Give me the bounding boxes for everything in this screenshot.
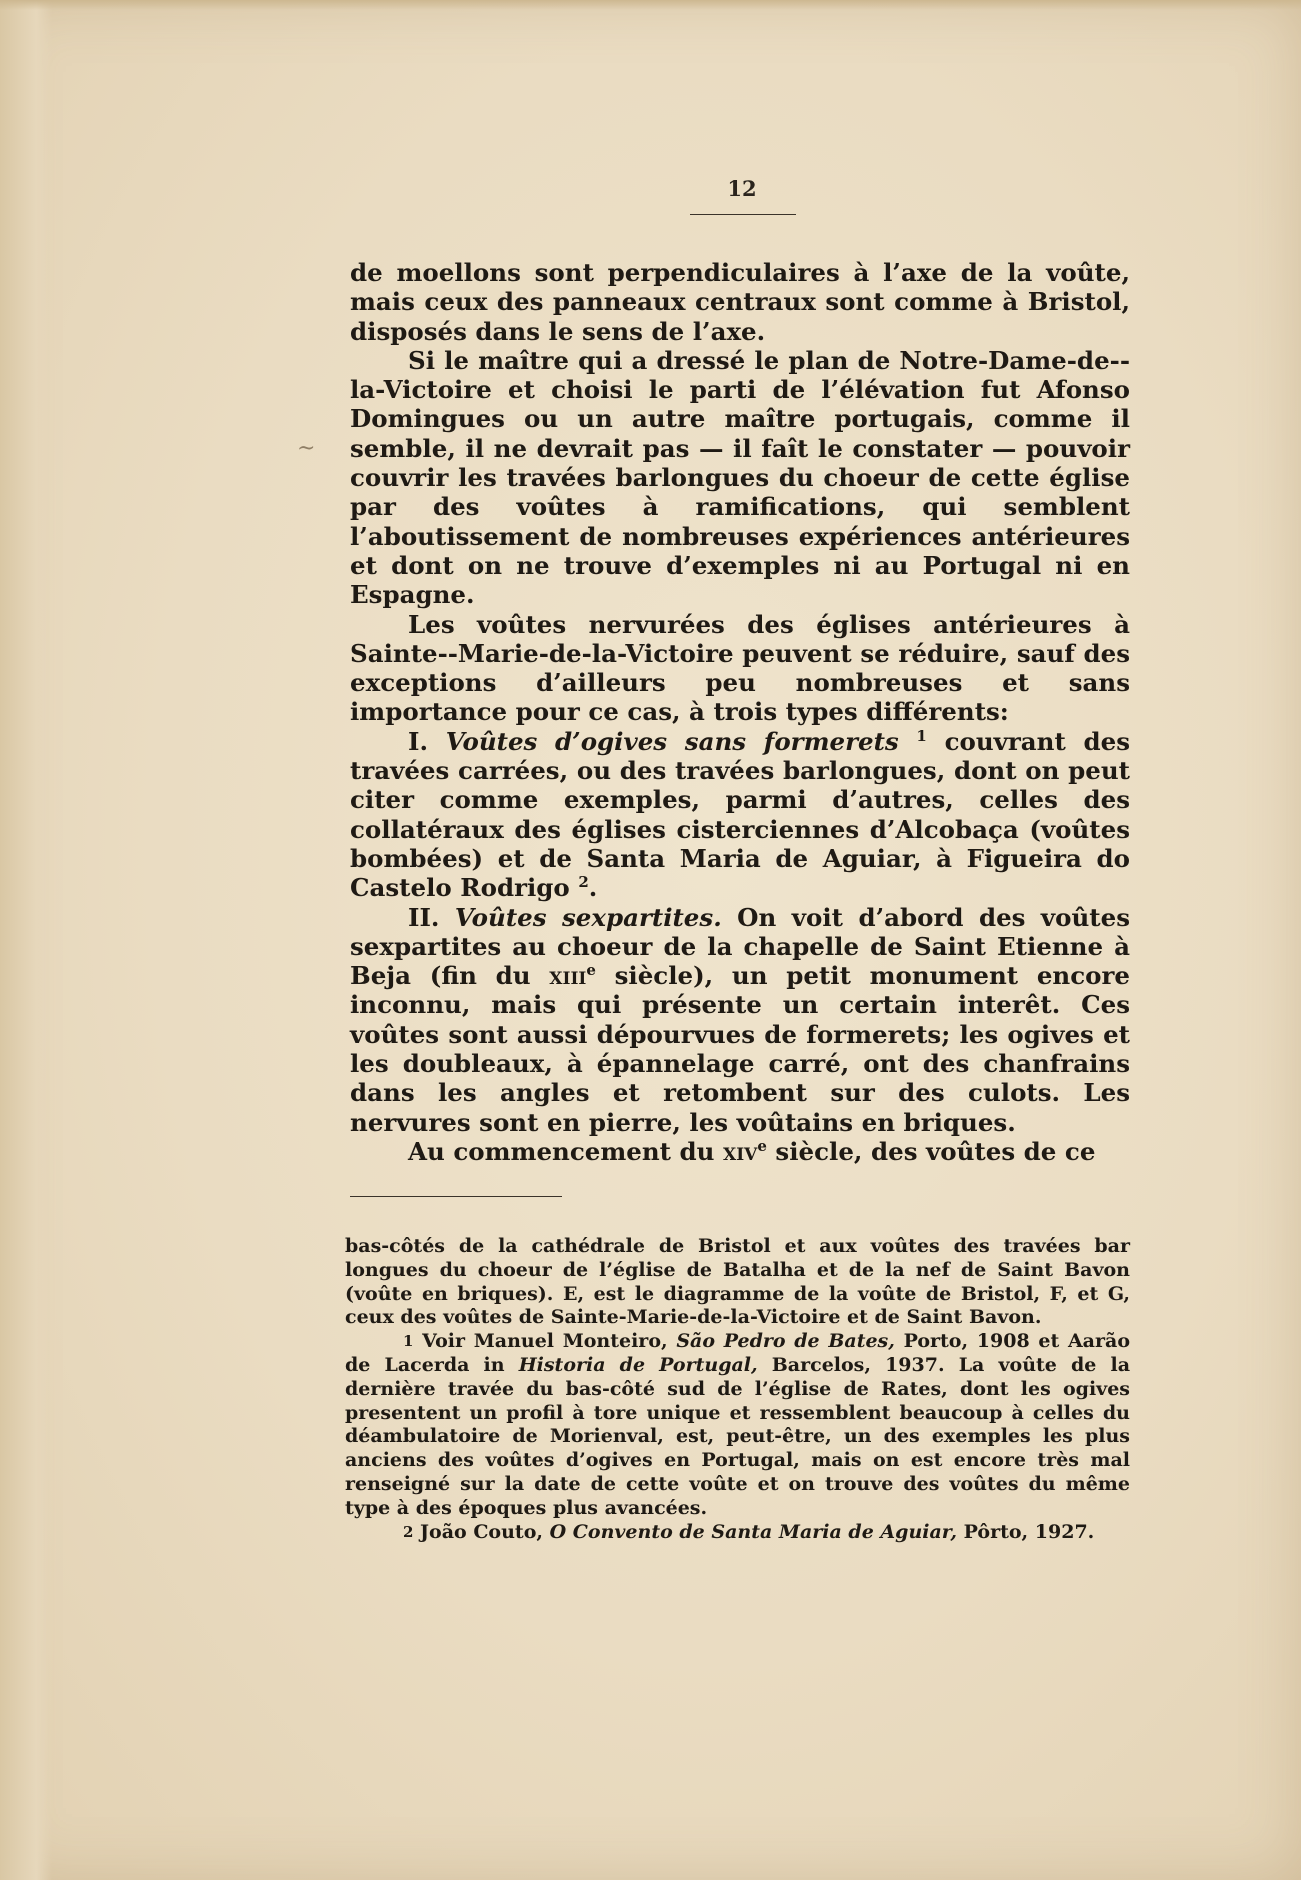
paragraph-2: Si le maître qui a dressé le plan de Notre-Dame-de--la-Victoire et choisi le parti de l’élévation fut Afonso Domingues ou un autre maître portugais, comme il semble, il ne devrait pas — il faît le constater — pouvoir couvrir les travées barlongues du choeur de cette église par des voûtes à ramifications, qui semblent l’aboutissement de nombreuses expériences antérieures et dont on ne trouve d’exemples ni au Portugal ni en Espagne. [350, 345, 1130, 610]
type-text: On voit d’abord des voûtes sexpartites au choeur de la chapelle de Saint Etienne à Beja (fin du [350, 902, 1130, 991]
paragraph-type-2 [350, 903, 1130, 1137]
footnote-ref: 1 [916, 726, 927, 745]
century-numeral: xiii [549, 961, 587, 991]
paragraph-text: Au commencement du [408, 1136, 724, 1166]
type-text-end: siècle), un petit monument encore inconnu, mais qui présente un certain interêt. Ces voûtes sont aussi dépourvues de formerets; les ogives et les doubleaux, à épannelage carré, ont des chanfrains dans les angles et retombent sur des culots. Les nervures sont en pierre, les voûtains en briques. [350, 961, 1130, 1137]
century-suffix: e [586, 960, 596, 979]
type-text: couvrant des travées carrées, ou des travées barlongues, dont on peut citer comme exemples, parmi d’autres, celles des collatéraux des églises cisterciennes d’Alcobaça (voûtes bombées) et de Santa Maria de Aguiar, à Figueira do Castelo Rodrigo [350, 726, 1131, 903]
footnote-text: Voir Manuel Monteiro, [413, 1330, 677, 1353]
footnote-text: Porto, 1908 et Aarão de Lacerda in [345, 1330, 1130, 1376]
type-title: Voûtes sexpartites. [454, 902, 722, 932]
type-numeral: I. [408, 726, 428, 756]
footnotes [345, 1235, 1130, 1544]
cited-title: São Pedro de Bates, [676, 1330, 895, 1353]
type-title: Voûtes d’ogives sans formerets [445, 726, 899, 756]
page-number: 12 [727, 176, 757, 201]
footnote-rule [350, 1196, 562, 1197]
main-text [350, 258, 1130, 1166]
page-top-edge [0, 0, 1301, 10]
footnote-2 [345, 1521, 1130, 1545]
type-text-end: . [588, 873, 598, 903]
margin-pencil-mark: ~ [297, 436, 316, 461]
footnote-text: João Couto, [413, 1520, 550, 1543]
paragraph-type-1 [350, 727, 1130, 903]
footnote-1 [345, 1330, 1130, 1520]
paragraph-6 [350, 1137, 1130, 1166]
century-numeral: xiv [723, 1136, 758, 1166]
century-suffix: e [757, 1136, 767, 1155]
paragraph-text-end: siècle, des voûtes de ce [766, 1136, 1096, 1166]
header-rule [690, 214, 796, 215]
footnote-text: Pôrto, 1927. [957, 1520, 1095, 1543]
footnote-mark: 1 [403, 1332, 414, 1351]
page-binding-edge [0, 0, 52, 1880]
type-numeral: II. [408, 902, 440, 932]
paragraph-1: de moellons sont perpendiculaires à l’axe de la voûte, mais ceux des panneaux centraux sont comme à Bristol, disposés dans le sens de l’axe. [350, 258, 1130, 346]
footnote-ref: 2 [578, 873, 589, 892]
footnote-mark: 2 [403, 1522, 414, 1541]
paragraph-3: Les voûtes nervurées des églises antérieures à Sainte--Marie-de-la-Victoire peuvent se réduire, sauf des exceptions d’ailleurs peu nombreuses et sans importance pour ce cas, à trois types différents: [350, 609, 1130, 727]
cited-title: O Convento de Santa Maria de Aguiar, [549, 1520, 958, 1543]
cited-title: Historia de Portugal, [518, 1353, 758, 1376]
footnote-text: Barcelos, 1937. La voûte de la dernière travée du bas-côté sud de l’église de Rates, dont les ogives presentent un profil à tore unique et ressemblent beaucoup à celles du déambulatoire de Morienval, est, peut-être, un des exemples les plus anciens des voûtes d’ogives en Portugal, mais on est encore très mal renseigné sur la date de cette voûte et on trouve des voûtes du même type à des époques plus avancées. [345, 1353, 1131, 1519]
footnote-continued: bas-côtés de la cathédrale de Bristol et aux voûtes des travées bar longues du choeur de l’église de Batalha et de la nef de Saint Bavon (voûte en briques). E, est le diagramme de la voûte de Bristol, F, et G, ceux des voûtes de Sainte-Marie-de-la-Victoire et de Saint Bavon. [345, 1235, 1130, 1329]
